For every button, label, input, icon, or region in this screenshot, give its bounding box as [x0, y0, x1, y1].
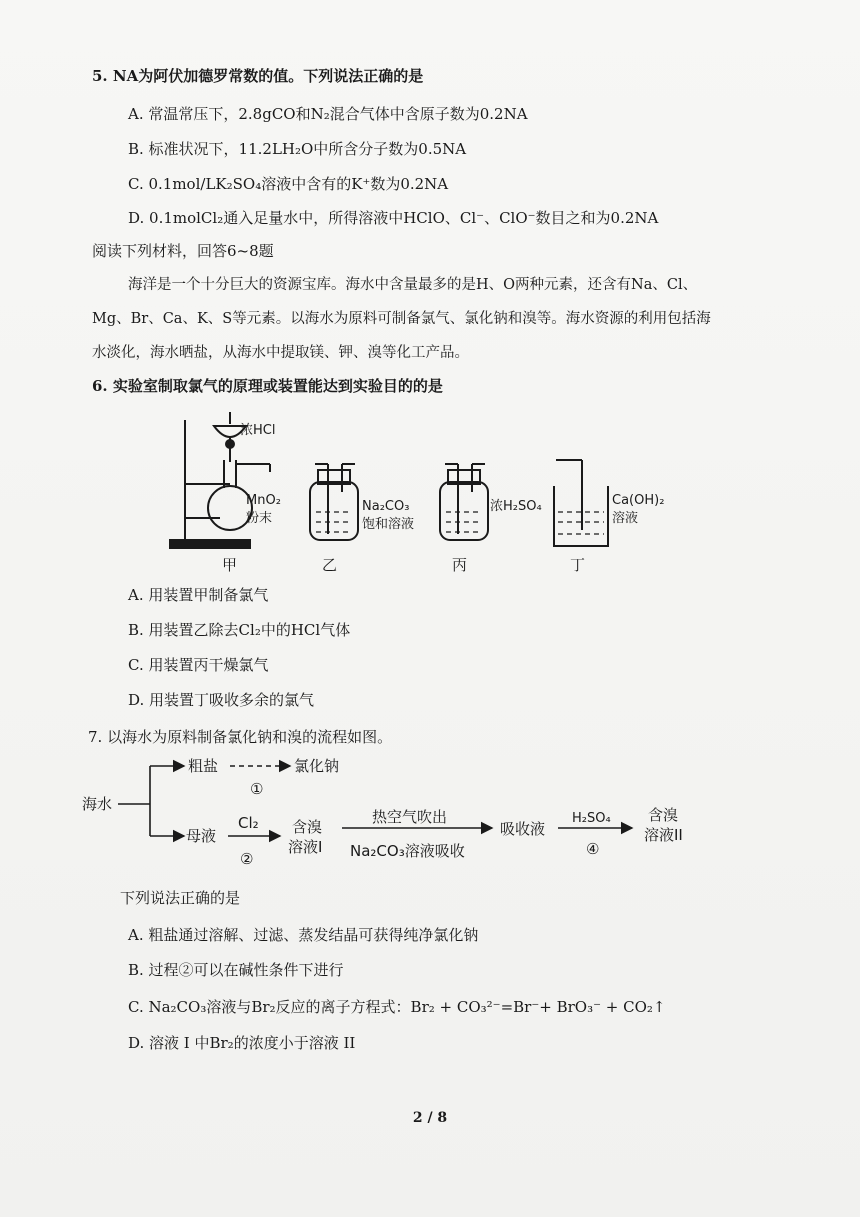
- flow-na2co3-absorb: Na₂CO₃溶液吸收: [350, 842, 465, 860]
- flow-step-2: ②: [240, 850, 254, 868]
- label-powder: 粉末: [246, 511, 273, 526]
- label-conc-hcl: 浓HCl: [240, 423, 276, 438]
- q7-option-b: B. 过程②可以在碱性条件下进行: [128, 961, 344, 979]
- page-number: 2 / 8: [412, 1110, 448, 1126]
- q7-option-d: D. 溶液 I 中Br₂的浓度小于溶液 II: [128, 1034, 356, 1052]
- flow-bromine-solution-2-a: 含溴: [648, 806, 679, 824]
- q6-option-c: C. 用装置丙干燥氯气: [128, 656, 269, 674]
- q7-sub-stem: 下列说法正确的是: [120, 889, 241, 907]
- q5-option-b: B. 标准状况下，11.2LH₂O中所含分子数为0.5NA: [128, 140, 467, 158]
- label-apparatus-jia: 甲: [222, 556, 238, 574]
- q5-option-d: D. 0.1molCl₂通入足量水中，所得溶液中HClO、Cl⁻、ClO⁻数目之和为0.2NA: [128, 209, 659, 227]
- q5-option-c: C. 0.1mol/LK₂SO₄溶液中含有的K⁺数为0.2NA: [128, 175, 449, 193]
- flow-cl2: Cl₂: [238, 814, 259, 832]
- q7-option-a: A. 粗盐通过溶解、过滤、蒸发结晶可获得纯净氯化钠: [128, 926, 479, 944]
- reading-paragraph-line-1: 海洋是一个十分巨大的资源宝库。海水中含量最多的是H、O两种元素，还含有Na、Cl、: [128, 277, 698, 293]
- flow-crude-salt: 粗盐: [188, 757, 219, 775]
- q6-stem: 6. 实验室制取氯气的原理或装置能达到实验目的的是: [92, 377, 443, 395]
- flow-step-1: ①: [250, 780, 264, 798]
- reading-paragraph-line-2: Mg、Br、Ca、K、S等元素。以海水为原料可制备氯气、氯化钠和溴等。海水资源的利用包括海: [92, 311, 711, 327]
- q7-option-c: C. Na₂CO₃溶液与Br₂反应的离子方程式：Br₂ + CO₃²⁻=Br⁻+ BrO₃⁻ + CO₂↑: [128, 998, 666, 1016]
- flow-step-4: ④: [586, 840, 600, 858]
- q6-option-d: D. 用装置丁吸收多余的氯气: [128, 691, 315, 709]
- reading-paragraph-line-3: 水淡化，海水晒盐，从海水中提取镁、钾、溴等化工产品。: [92, 345, 469, 361]
- flow-h2so4: H₂SO₄: [572, 811, 611, 826]
- reading-intro: 阅读下列材料，回答6~8题: [92, 242, 274, 260]
- flow-bromine-solution-1-a: 含溴: [292, 818, 323, 836]
- label-apparatus-bing: 丙: [452, 556, 468, 574]
- flow-mother-liquor: 母液: [186, 827, 217, 845]
- q5-option-a: A. 常温常压下，2.8gCO和N₂混合气体中含原子数为0.2NA: [128, 105, 528, 123]
- label-mno2: MnO₂: [246, 493, 281, 508]
- flow-hot-air-blow: 热空气吹出: [372, 808, 448, 826]
- label-apparatus-yi: 乙: [322, 556, 338, 574]
- flow-absorption-liquid: 吸收液: [500, 820, 546, 838]
- label-caoh2: Ca(OH)₂: [612, 493, 665, 508]
- q6-apparatus-figure: [150, 400, 710, 580]
- flow-bromine-solution-1-b: 溶液I: [288, 838, 323, 856]
- flow-seawater: 海水: [82, 795, 113, 813]
- q6-option-b: B. 用装置乙除去Cl₂中的HCl气体: [128, 621, 351, 639]
- q6-option-a: A. 用装置甲制备氯气: [128, 586, 269, 604]
- flow-bromine-solution-2-b: 溶液II: [644, 826, 683, 844]
- label-conc-h2so4: 浓H₂SO₄: [490, 499, 542, 514]
- q7-stem: 7. 以海水为原料制备氯化钠和溴的流程如图。: [88, 728, 393, 746]
- q7-flowchart: [80, 748, 720, 872]
- label-saturated-solution: 饱和溶液: [362, 517, 415, 532]
- label-solution: 溶液: [612, 511, 639, 526]
- label-na2co3: Na₂CO₃: [362, 499, 410, 514]
- q5-stem: 5. NA为阿伏加德罗常数的值。下列说法正确的是: [92, 67, 424, 85]
- label-apparatus-ding: 丁: [570, 556, 586, 574]
- flow-nacl: 氯化钠: [294, 757, 340, 775]
